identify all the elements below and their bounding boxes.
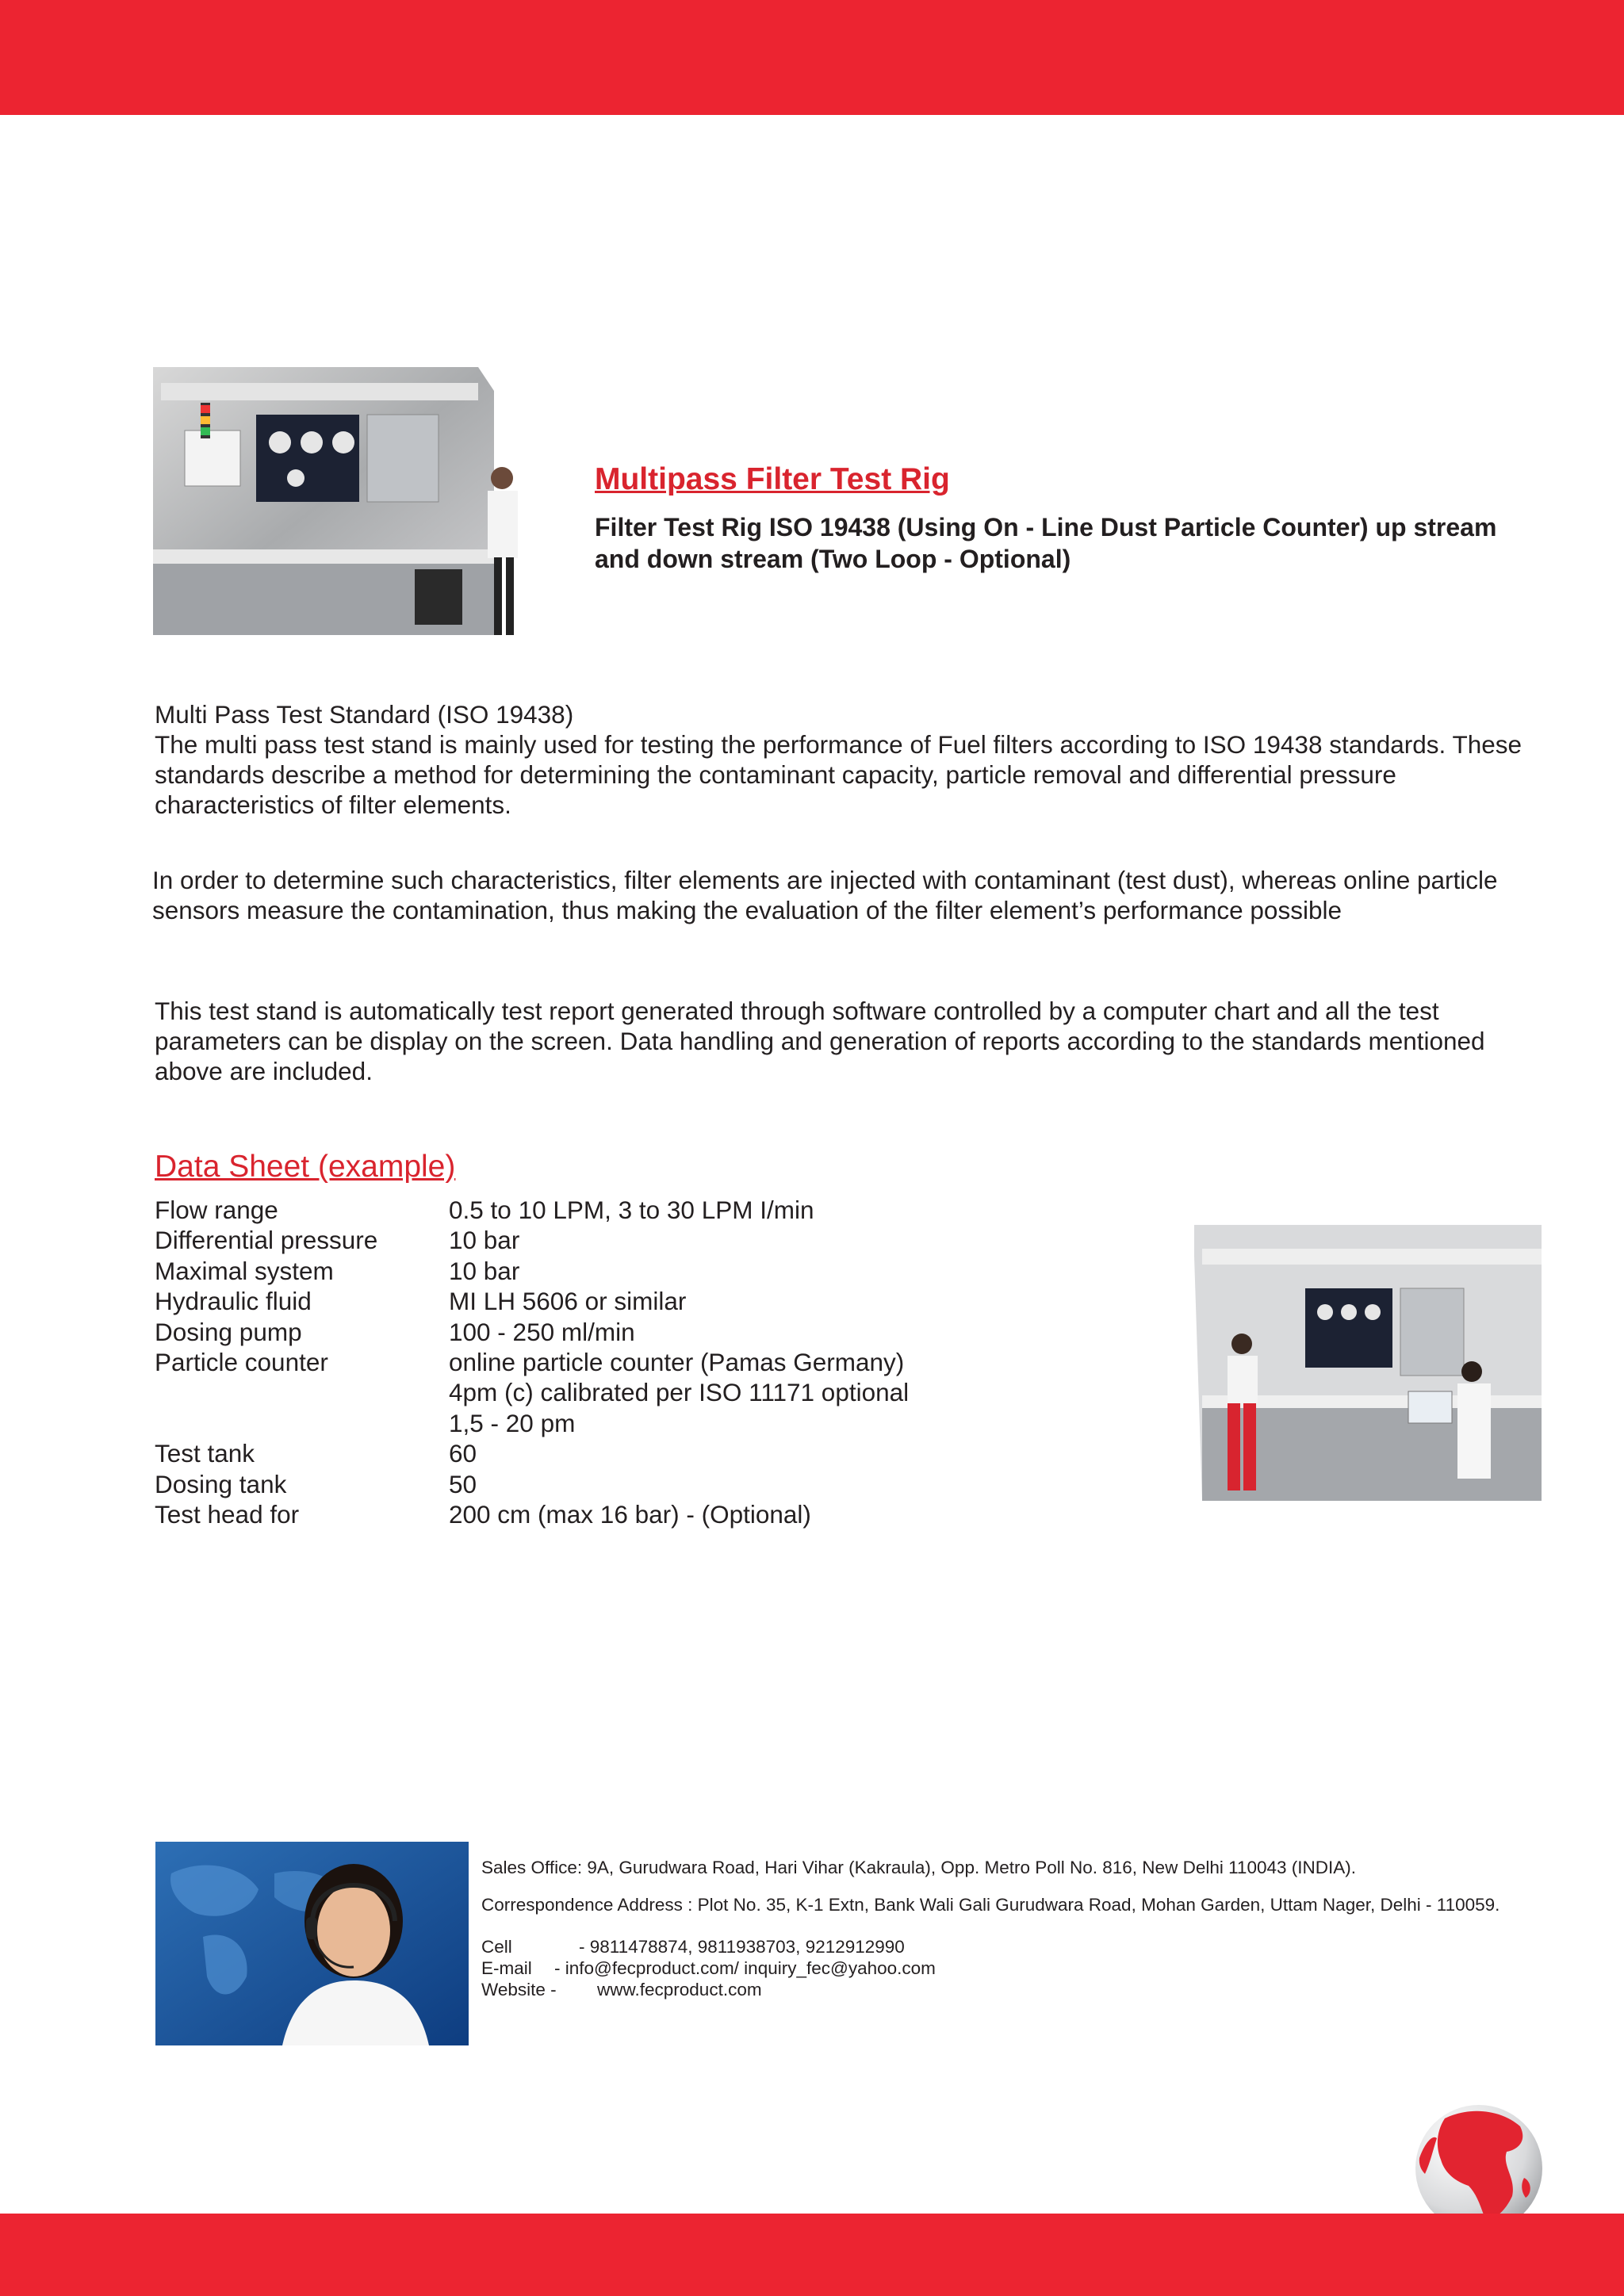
datasheet-value: MI LH 5606 or similar [449,1287,687,1316]
datasheet-value: 1,5 - 20 pm [449,1408,576,1437]
datasheet-row [155,1408,909,1438]
datasheet-label: Test tank [155,1439,255,1468]
email-line [481,1957,1512,1979]
description-paragraph-3: This test stand is automatically test report generated through software controlled by a computer chart and all the test parameters can be display on the screen. Data handling and generation of reports according to the standards mentioned above are included. [155,997,1485,1085]
website-line [481,1979,1512,2000]
correspondence-address: Correspondence Address : Plot No. 35, K-1 Extn, Bank Wali Gali Gurudwara Road, Mohan Garden, Uttam Nager, Delhi - 110059. [481,1895,1500,1915]
datasheet-value: 50 [449,1469,477,1498]
datasheet-label: Particle counter [155,1348,328,1377]
datasheet-row [155,1286,909,1316]
datasheet-value: 200 cm (max 16 bar) - (Optional) [449,1500,811,1529]
datasheet-label [155,1377,449,1407]
cell-numbers: - 9811478874, 9811938703, 9212912990 [579,1937,905,1957]
datasheet-label [155,1408,449,1438]
datasheet-row [155,1469,909,1499]
email-label: E-mail [481,1958,532,1978]
test-rig-photo [153,367,547,635]
page-title: Multipass Filter Test Rig [595,462,950,496]
datasheet-row [155,1377,909,1407]
cell-line [481,1936,1512,1957]
datasheet-row [155,1256,909,1286]
page-subtitle: Filter Test Rig ISO 19438 (Using On - Line Dust Particle Counter) up stream and down stream (Two Loop - Optional) [595,513,1497,573]
lab-photo [1194,1225,1542,1501]
email-address[interactable]: - info@fecproduct.com/ inquiry_fec@yahoo.com [554,1958,936,1978]
datasheet-value: 60 [449,1439,477,1468]
datasheet-row [155,1499,909,1529]
datasheet-value: 4pm (c) calibrated per ISO 11171 optional [449,1378,910,1407]
bottom-red-band [0,2214,1624,2296]
datasheet-label: Flow range [155,1196,278,1224]
datasheet-row [155,1225,909,1255]
top-red-band [0,0,1624,115]
website-link[interactable]: www.fecproduct.com [597,1980,762,1999]
datasheet-row [155,1438,909,1468]
datasheet-value: 10 bar [449,1256,520,1285]
datasheet-value: 10 bar [449,1226,520,1255]
datasheet-label: Maximal system [155,1256,334,1285]
datasheet-value: 100 - 250 ml/min [449,1317,635,1346]
datasheet-label: Test head for [155,1500,300,1529]
website-label: Website - [481,1980,557,1999]
datasheet-value: 0.5 to 10 LPM, 3 to 30 LPM I/min [449,1196,814,1224]
sales-office-address: Sales Office: 9A, Gurudwara Road, Hari Vihar (Kakraula), Opp. Metro Poll No. 816, New Delhi 110043 (INDIA). [481,1858,1356,1877]
datasheet-label: Differential pressure [155,1226,378,1255]
datasheet-label: Hydraulic fluid [155,1287,312,1316]
datasheet-value: online particle counter (Pamas Germany) [449,1348,905,1377]
datasheet-row [155,1317,909,1347]
customer-support-photo [155,1842,469,2045]
datasheet-label: Dosing pump [155,1317,302,1346]
datasheet-label: Dosing tank [155,1469,287,1498]
contact-block [481,1857,1512,2000]
description-paragraph-2: In order to determine such characteristics, filter elements are injected with contaminant (test dust), whereas online particle sensors measure the contamination, thus making the evaluation of the filter element’s performance possible [152,866,1498,924]
datasheet-table [155,1195,909,1529]
datasheet-row [155,1195,909,1225]
intro-heading: Multi Pass Test Standard (ISO 19438) [155,700,574,729]
cell-label: Cell [481,1937,512,1957]
datasheet-title: Data Sheet (example) [155,1150,456,1184]
datasheet-row [155,1347,909,1377]
description-paragraph-1: The multi pass test stand is mainly used for testing the performance of Fuel filters according to ISO 19438 standards. These standards describe a method for determining the contaminant capacity, particle removal and differential pressure characteristics of filter elements. [155,730,1522,819]
